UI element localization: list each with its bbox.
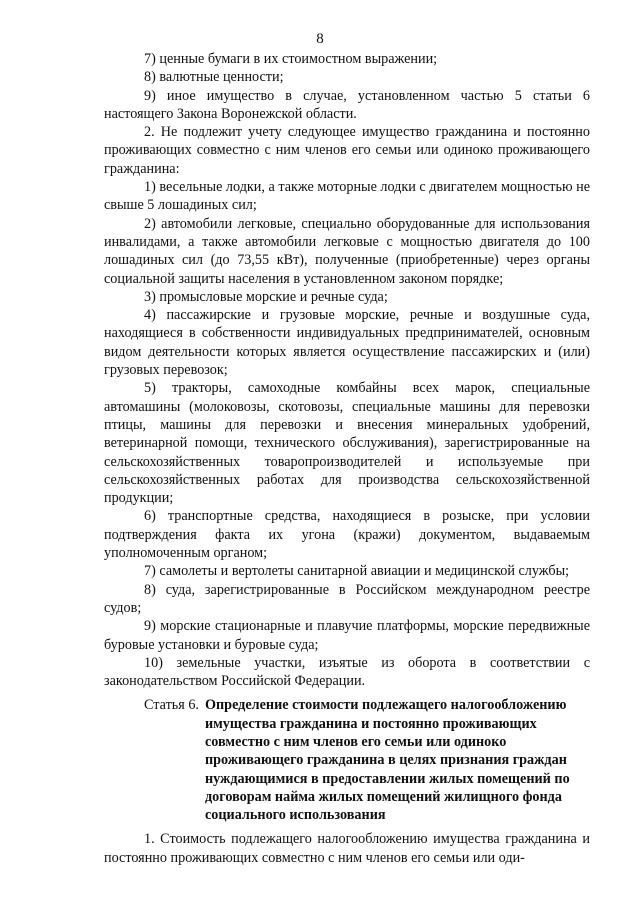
document-body — [104, 50, 590, 867]
paragraph-fishing-vessels: 3) промысловые морские и речные суда; — [144, 288, 388, 305]
paragraph-property-value: 1. Стоимость подлежащего налогообложению имущества гражданина и постоянно проживающих совместно с ним членов его семьи или оди- — [104, 831, 590, 866]
paragraph-currency-values: 8) валютные ценности; — [144, 69, 284, 86]
paragraph-other-property: 9) иное имущество в случае, установленном частью 5 статьи 6 настоящего Закона Воронежской области. — [104, 87, 590, 122]
paragraph-securities: 7) ценные бумаги в их стоимостном выражении; — [144, 51, 438, 67]
paragraph-medical-aircraft: 7) самолеты и вертолеты санитарной авиации и медицинской службы; — [144, 563, 570, 580]
article-title: Определение стоимости подлежащего налогообложению имущества гражданина и постоянно проживающих совместно с ним членов его семьи или одиноко проживающего гражданина в целях признания граждан нуждающимися в предоставлении жилых помещений по договорам найма жилых помещений жилищного фонда социального использования — [204, 697, 570, 824]
paragraph-excluded-property-intro: 2. Не подлежит учету следующее имущество гражданина и постоянно проживающих совместно с ним членов его семьи или одиноко проживающего гражданина: — [104, 124, 590, 177]
article-heading — [104, 696, 590, 824]
paragraph-passenger-cargo-vessels: 4) пассажирские и грузовые морские, речные и воздушные суда, находящиеся в собственности индивидуальных предпринимателей, основным видом деятельности которых является осуществление пассажирских и (или) грузовых перевозок; — [104, 307, 590, 379]
paragraph-land-plots: 10) земельные участки, изъятые из оборота в соответствии с законодательством Российской Федерации. — [104, 654, 590, 690]
article-label: Статья 6. — [144, 697, 199, 714]
paragraph-cars: 2) автомобили легковые, специально оборудованные для использования инвалидами, а также автомобили легковые с мощностью двигателя до 100 лошадиных сил (до 73,55 кВт), полученные (приобретенные) через органы социальной защиты населения в установленном законом порядке; — [104, 215, 590, 287]
page-number: 8 — [316, 31, 324, 47]
paragraph-tractors: 5) тракторы, самоходные комбайны всех марок, специальные автомашины (молоковозы, скотовозы, специальные машины для перевозки птицы, машины для перевозки и внесения минеральных удобрений, ветеринарной помощи, технического обслуживания), зарегистрированные на сельскохозяйственных товаропроизводителей и используемые при сельскохозяйственных работах для производства сельскохозяйственной продукции; — [104, 380, 590, 507]
paragraph-boats: 1) весельные лодки, а также моторные лодки с двигателем мощностью не свыше 5 лошадиных сил; — [104, 179, 590, 214]
paragraph-stolen-vehicles: 6) транспортные средства, находящиеся в розыске, при условии подтверждения факта их угона (кражи) документом, выдаваемым уполномоченным органом; — [104, 508, 590, 562]
paragraph-registered-ships: 8) суда, зарегистрированные в Российском международном реестре судов; — [104, 581, 590, 616]
paragraph-offshore-platforms: 9) морские стационарные и плавучие платформы, морские передвижные буровые установки и буровые суда; — [104, 618, 590, 653]
